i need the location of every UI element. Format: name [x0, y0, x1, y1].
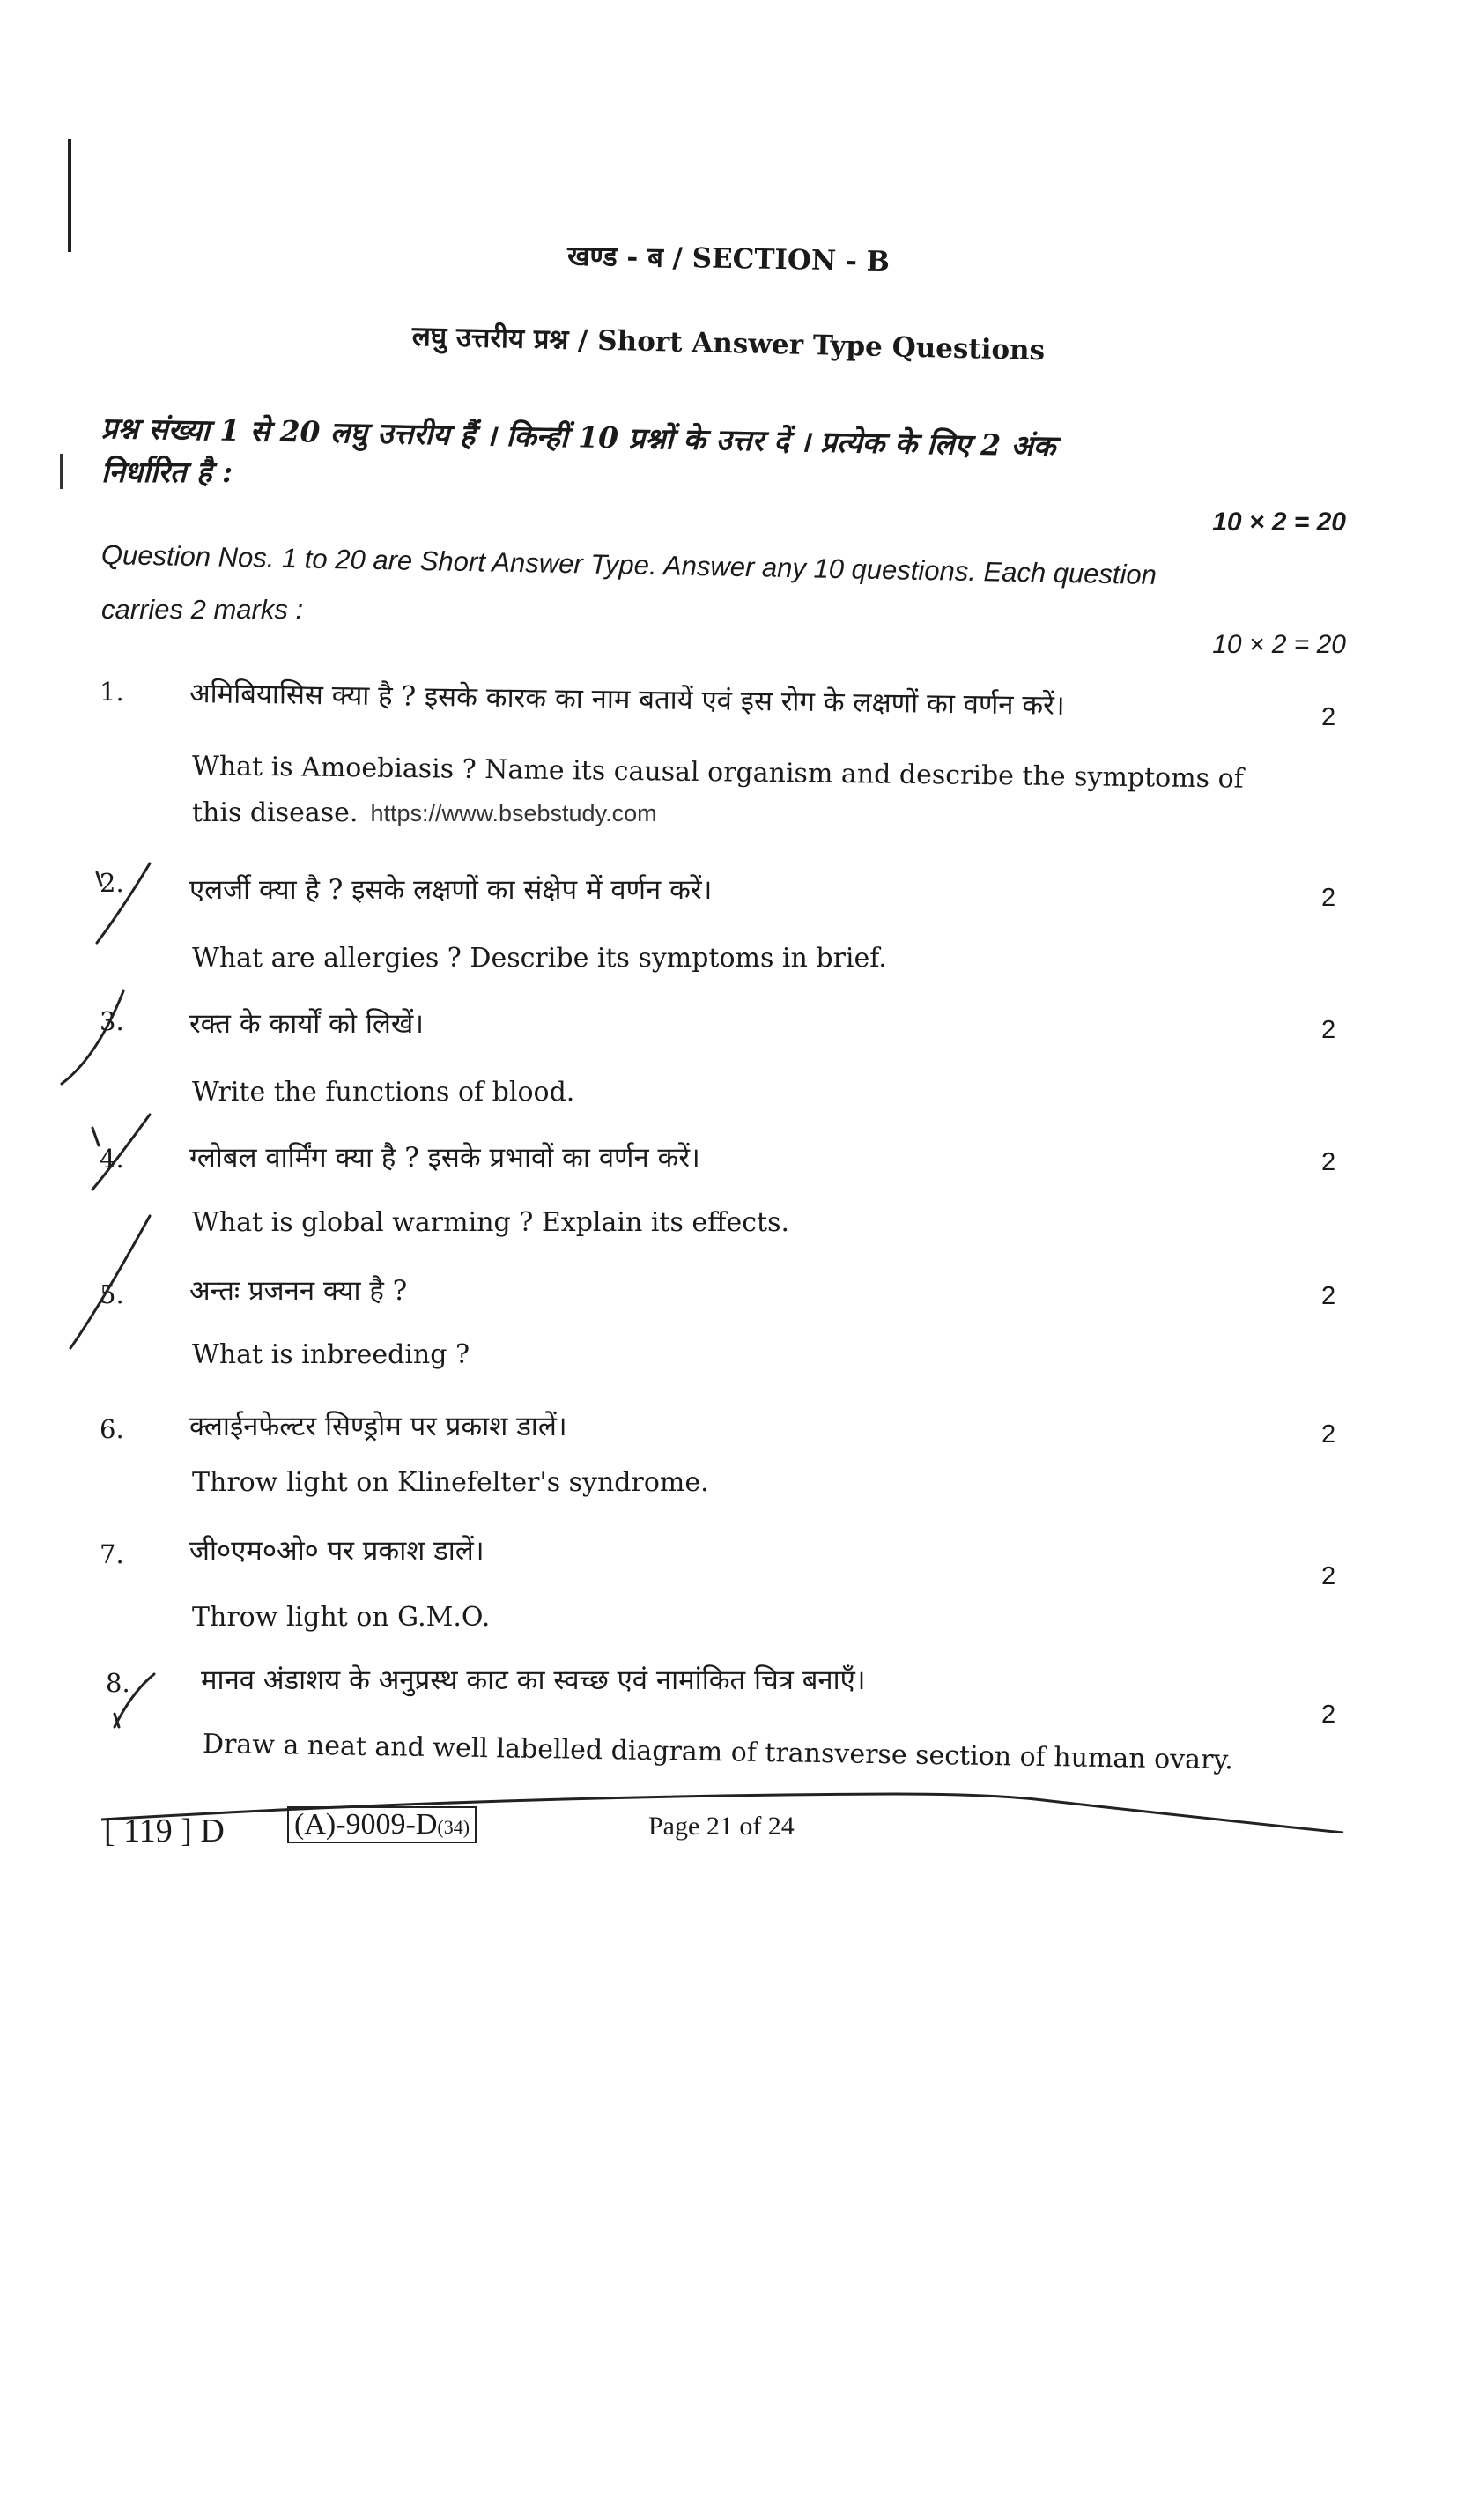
paper-code-sub: (34)	[437, 1816, 470, 1838]
section-subtitle: लघु उत्तरीय प्रश्न / Short Answer Type Questions	[411, 320, 1046, 367]
question-number: 3.	[100, 1006, 124, 1036]
page-number: Page 21 of 24	[648, 1812, 795, 1841]
question-marks: 2	[1321, 1562, 1336, 1590]
question-hindi: मानव अंडाशय के अनुप्रस्थ काट का स्वच्छ एवं नामांकित चित्र बनाएँ।	[201, 1664, 866, 1696]
question-hindi: ग्लोबल वार्मिंग क्या है ? इसके प्रभावों का वर्णन करें।	[189, 1142, 700, 1174]
question-hindi: अन्तः प्रजनन क्या है ?	[189, 1275, 408, 1307]
instruction-english-line1: Question Nos. 1 to 20 are Short Answer Type. Answer any 10 questions. Each question	[100, 539, 1157, 590]
question-english: What are allergies ? Describe its symptoms in brief.	[192, 943, 887, 974]
question-marks: 2	[1321, 1701, 1336, 1729]
question-marks: 2	[1321, 703, 1336, 731]
question-english: What is inbreeding ?	[192, 1339, 470, 1370]
question-hindi: अमिबियासिस क्या है ? इसके कारक का नाम बतायें एवं इस रोग के लक्षणों का वर्णन करें।	[189, 678, 1065, 722]
footer-code: [ 119 ] D	[104, 1812, 225, 1849]
question-english: Throw light on Klinefelter's syndrome.	[192, 1467, 709, 1498]
question-number: 5.	[100, 1279, 124, 1309]
checkmark-icon	[92, 1115, 150, 1190]
checkmark-icon	[115, 1674, 154, 1727]
question-marks: 2	[1321, 884, 1336, 912]
question-number: 1.	[100, 677, 124, 707]
question-hindi: क्लाईनफेल्टर सिण्ड्रोम पर प्रकाश डालें।	[189, 1411, 567, 1442]
question-marks: 2	[1321, 1148, 1336, 1176]
question-marks: 2	[1321, 1282, 1336, 1310]
instruction-hindi-line1: प्रश्न संख्या 1 से 20 लघु उत्तरीय हैं । किन्हीं 10 प्रश्नों के उत्तर दें । प्रत्येक के लिए 2 अंक	[100, 411, 1056, 463]
margin-mark	[60, 454, 63, 489]
checkmark-icon	[97, 863, 150, 943]
english-marks-total: 10 × 2 = 20	[1212, 630, 1346, 659]
question-english: What is global warming ? Explain its effects.	[192, 1207, 790, 1238]
section-heading: खण्ड - ब / SECTION - B	[566, 240, 891, 278]
paper-code-box	[287, 1806, 477, 1843]
question-english: Throw light on G.M.O.	[192, 1602, 491, 1633]
question-hindi: एलर्जी क्या है ? इसके लक्षणों का संक्षेप में वर्णन करें।	[189, 874, 713, 906]
paper-code: (A)-9009-D	[294, 1808, 438, 1841]
question-marks: 2	[1321, 1016, 1336, 1044]
question-english: What is Amoebiasis ? Name its causal organism and describe the symptoms of	[191, 751, 1244, 795]
question-english-line2: this disease.	[192, 797, 359, 828]
question-english-cont	[192, 797, 657, 828]
watermark-url: https://www.bsebstudy.com	[370, 800, 657, 826]
question-english: Write the functions of blood.	[192, 1077, 575, 1108]
question-number: 6.	[100, 1414, 124, 1444]
checkmark-icons	[53, 846, 229, 2520]
instruction-hindi-line2: निर्धारित है :	[101, 455, 233, 489]
question-number: 7.	[100, 1539, 124, 1569]
hindi-marks-total: 10 × 2 = 20	[1212, 508, 1346, 537]
question-number: 4.	[100, 1144, 124, 1174]
checkmark-icon	[70, 1216, 150, 1348]
question-hindi: रक्त के कार्यों को लिखें।	[189, 1008, 425, 1040]
question-number: 2.	[100, 868, 124, 898]
instruction-english-line2: carries 2 marks :	[101, 594, 304, 625]
checkmark-icon	[62, 991, 123, 1084]
question-marks: 2	[1321, 1420, 1336, 1449]
question-hindi: जी०एम०ओ० पर प्रकाश डालें।	[189, 1535, 484, 1567]
question-english: Draw a neat and well labelled diagram of transverse section of human ovary.	[202, 1729, 1234, 1776]
question-number: 8.	[106, 1668, 130, 1698]
